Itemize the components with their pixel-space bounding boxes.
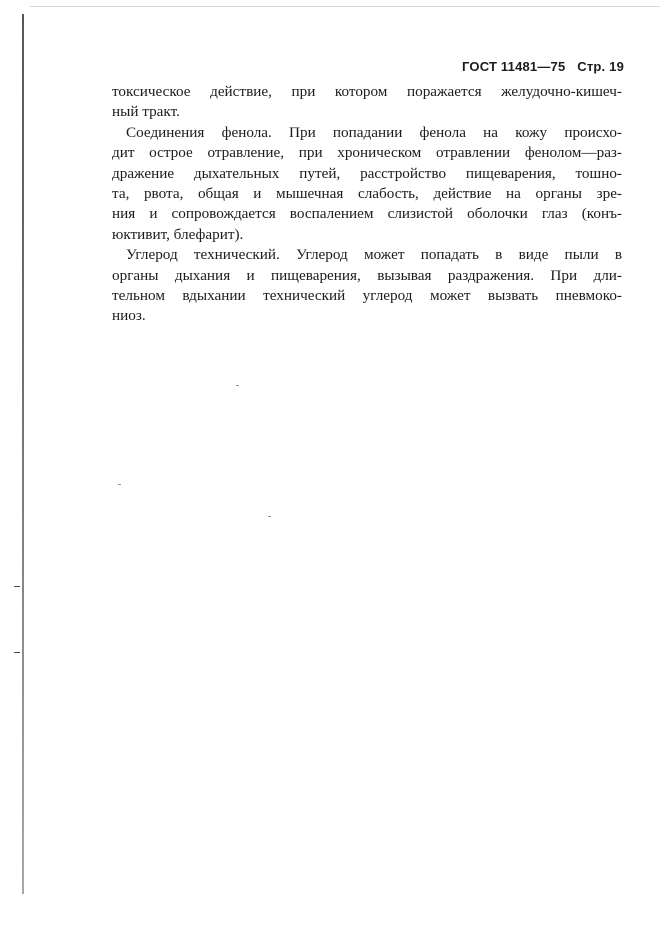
text-line: органы дыхания и пищеварения, вызывая раздражения. При дли- [112, 266, 622, 284]
text-line: тельном вдыхании технический углерод может вызвать пневмоко- [112, 286, 622, 304]
body-text [112, 82, 622, 327]
scan-left-edge [22, 14, 24, 894]
page-number: Стр. 19 [577, 59, 625, 74]
standard-number: ГОСТ 11481—75 [462, 59, 566, 74]
text-line: токсическое действие, при котором поражается желудочно-кишеч- [112, 83, 622, 100]
text-line: юктивит, блефарит). [112, 225, 244, 243]
text-line: дит острое отравление, при хроническом отравлении фенолом—раз- [112, 144, 622, 162]
scan-top-edge [30, 6, 660, 7]
scan-edge-mark [14, 652, 20, 653]
scan-speck [268, 516, 271, 517]
scan-edge-mark [14, 586, 20, 587]
scan-speck [118, 484, 121, 485]
text-line: ный тракт. [112, 103, 180, 121]
text-line: Углерод технический. Углерод может попадать в виде пыли в [126, 246, 622, 264]
page-header [462, 59, 624, 74]
text-line: ния и сопровождается воспалением слизистой оболочки глаз (конъ- [112, 205, 622, 223]
text-line: та, рвота, общая и мышечная слабость, действие на органы зре- [112, 184, 622, 202]
text-line: Соединения фенола. При попадании фенола на кожу происхо- [126, 123, 622, 141]
text-line: дражение дыхательных путей, расстройство пищеварения, тошно- [112, 164, 622, 182]
text-line: ниоз. [112, 307, 146, 325]
scan-speck [236, 385, 239, 386]
